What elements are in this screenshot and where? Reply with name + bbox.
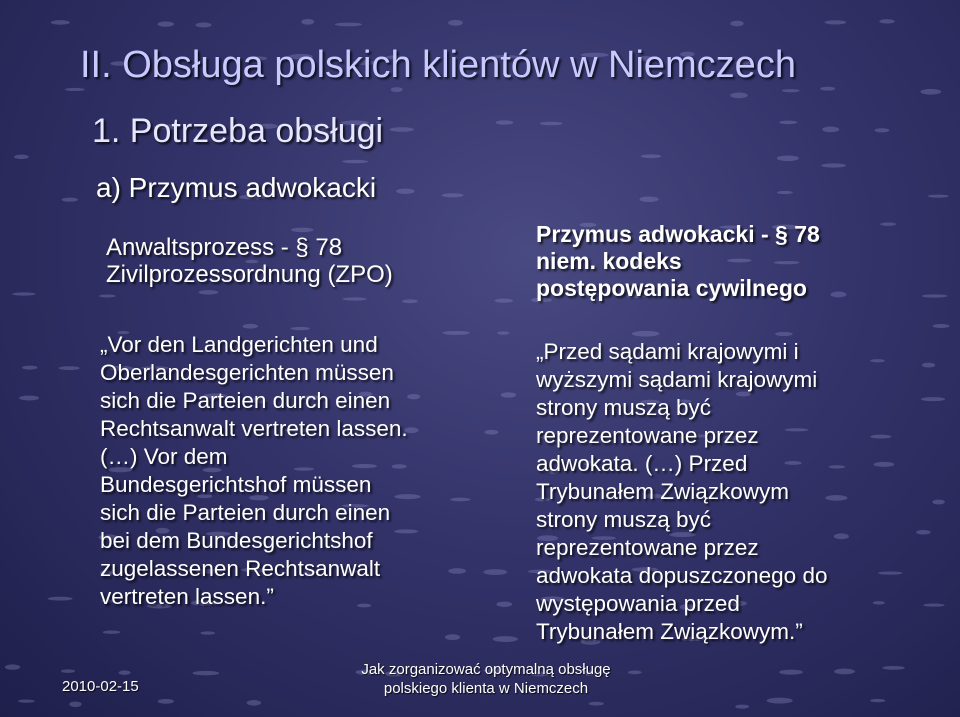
left-heading-line: Zivilprozessordnung (ZPO) bbox=[106, 261, 393, 288]
quote-line: Trybunałem Związkowym bbox=[536, 479, 789, 504]
quote-line: bei dem Bundesgerichtshof bbox=[100, 528, 373, 553]
footer-line: Jak zorganizować optymalną obsługę bbox=[361, 661, 611, 678]
right-heading-line: postępowania cywilnego bbox=[536, 275, 807, 301]
quote-line: vertreten lassen.” bbox=[100, 584, 274, 609]
slide-subtitle: 1. Potrzeba obsługi bbox=[92, 112, 384, 150]
quote-line: reprezentowane przez bbox=[536, 423, 759, 448]
quote-line: sich die Parteien durch einen bbox=[100, 500, 391, 525]
left-heading-line: Anwaltsprozess - § 78 bbox=[106, 234, 343, 261]
quote-line: występowania przed bbox=[536, 591, 740, 616]
right-heading-line: niem. kodeks bbox=[536, 248, 682, 274]
quote-line: zugelassenen Rechtsanwalt bbox=[100, 556, 381, 581]
quote-line: „Vor den Landgerichten und bbox=[100, 332, 378, 357]
quote-line: strony muszą być bbox=[536, 395, 712, 420]
section-heading: a) Przymus adwokacki bbox=[96, 172, 377, 203]
right-column-quote bbox=[536, 338, 827, 646]
quote-line: „Przed sądami krajowymi i bbox=[536, 339, 799, 364]
quote-line: Rechtsanwalt vertreten lassen. bbox=[100, 416, 408, 441]
left-column-quote bbox=[100, 331, 408, 611]
quote-line: wyższymi sądami krajowymi bbox=[536, 367, 818, 392]
footer-presentation-title bbox=[348, 660, 624, 698]
quote-line: reprezentowane przez bbox=[536, 535, 759, 560]
left-column-heading bbox=[106, 234, 393, 288]
slide-title: II. Obsługa polskich klientów w Niemczech bbox=[80, 44, 796, 86]
footer-line: polskiego klienta w Niemczech bbox=[383, 680, 589, 697]
quote-line: adwokata. (…) Przed bbox=[536, 451, 748, 476]
quote-line: strony muszą być bbox=[536, 507, 712, 532]
quote-line: Bundesgerichtshof müssen bbox=[100, 472, 372, 497]
quote-line: Oberlandesgerichten müssen bbox=[100, 360, 394, 385]
quote-line: (…) Vor dem bbox=[100, 444, 228, 469]
quote-line: adwokata dopuszczonego do bbox=[536, 563, 828, 588]
right-column-heading bbox=[536, 221, 820, 302]
quote-line: Trybunałem Związkowym.” bbox=[536, 619, 803, 644]
right-heading-line: Przymus adwokacki - § 78 bbox=[536, 221, 820, 247]
quote-line: sich die Parteien durch einen bbox=[100, 388, 391, 413]
footer-date: 2010-02-15 bbox=[62, 678, 139, 695]
